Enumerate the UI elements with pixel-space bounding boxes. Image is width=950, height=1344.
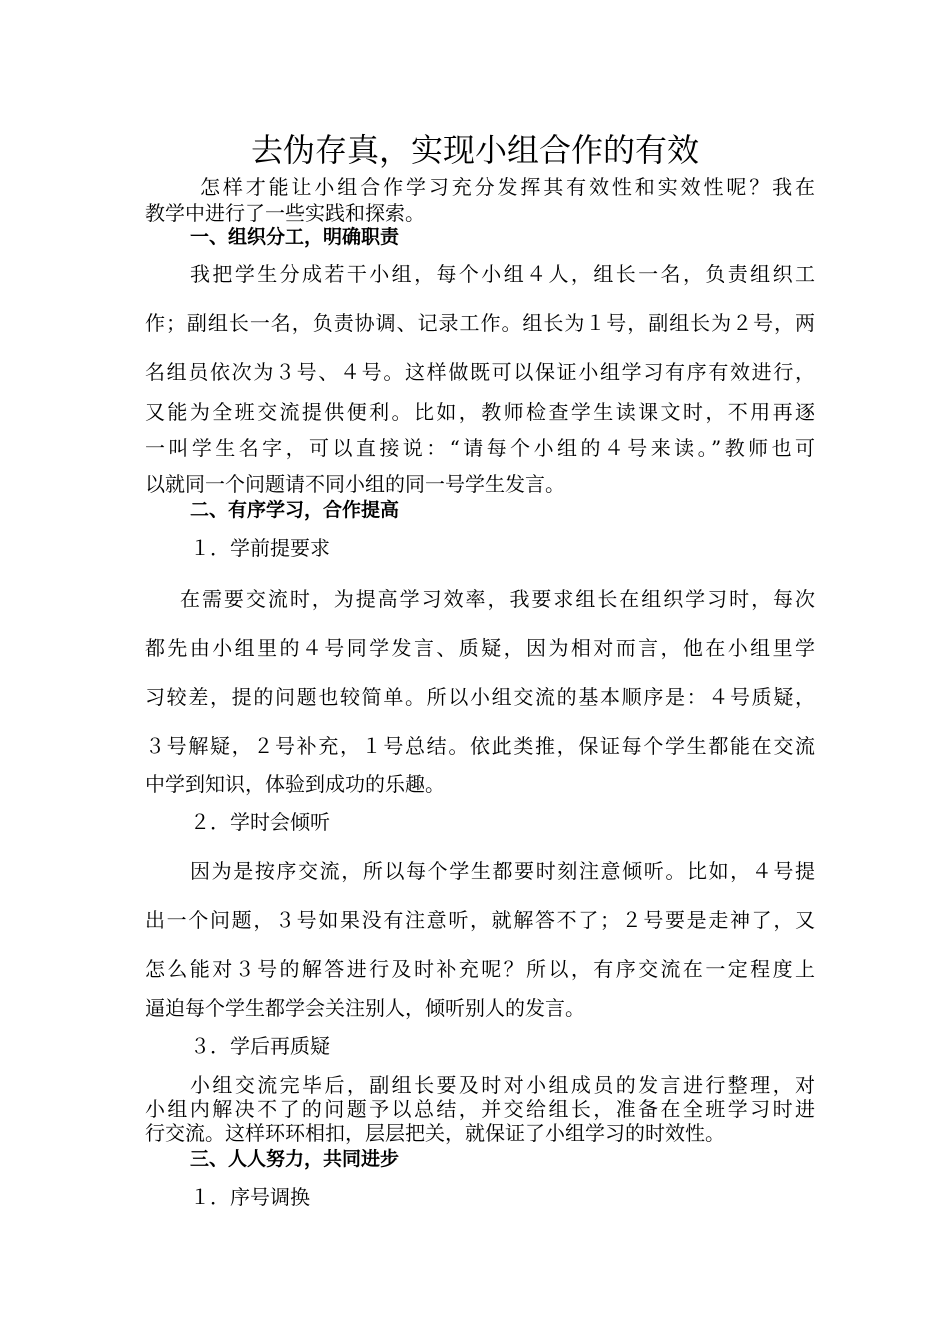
intro-line-2: 教学中进行了一些实践和探索。 (145, 201, 425, 225)
section-2-sub-2-line-2: 出一个问题，３号如果没有注意听，就解答不了；２号要是走神了，又 (145, 908, 815, 932)
section-2-sub-3-line-3: 行交流。这样环环相扣，层层把关，就保证了小组学习的时效性。 (145, 1121, 725, 1145)
section-3-sub-1-heading: １．序号调换 (190, 1185, 310, 1209)
section-1-line-6: 以就同一个问题请不同小组的同一号学生发言。 (145, 472, 565, 496)
section-1-line-3: 名组员依次为３号、４号。这样做既可以保证小组学习有序有效进行， (145, 360, 815, 384)
section-2-sub-1-line-5: 中学到知识，体验到成功的乐趣。 (145, 772, 445, 796)
section-2-sub-1-line-2: 都先由小组里的４号同学发言、质疑，因为相对而言，他在小组里学 (145, 636, 815, 660)
section-1-line-2: 作；副组长一名，负责协调、记录工作。组长为１号，副组长为２号，两 (145, 311, 815, 335)
section-2-sub-3-line-1: 小组交流完毕后，副组长要及时对小组成员的发言进行整理，对 (190, 1073, 815, 1097)
section-3-heading: 三、人人努力，共同进步 (190, 1148, 400, 1170)
section-2-sub-2-line-4: 逼迫每个学生都学会关注别人，倾听别人的发言。 (145, 996, 585, 1020)
section-2-sub-1-line-1: 在需要交流时，为提高学习效率，我要求组长在组织学习时，每次 (180, 587, 815, 611)
section-2-sub-1-line-3: 习较差，提的问题也较简单。所以小组交流的基本顺序是：４号质疑， (145, 685, 815, 709)
section-2-sub-2-line-1: 因为是按序交流，所以每个学生都要时刻注意倾听。比如，４号提 (190, 859, 815, 883)
section-2-sub-2-heading: ２．学时会倾听 (190, 810, 330, 834)
document-title: 去伪存真，实现小组合作的有效 (250, 131, 699, 169)
section-1-line-1: 我把学生分成若干小组，每个小组４人，组长一名，负责组织工 (190, 262, 815, 286)
section-1-heading: 一、组织分工，明确职责 (190, 226, 400, 248)
section-2-sub-1-line-4: ３号解疑，２号补充，１号总结。依此类推，保证每个学生都能在交流 (145, 734, 815, 758)
section-2-sub-2-line-3: 怎么能对３号的解答进行及时补充呢？所以，有序交流在一定程度上 (145, 957, 815, 981)
section-2-sub-1-heading: １．学前提要求 (190, 536, 330, 560)
section-2-sub-3-heading: ３．学后再质疑 (190, 1034, 330, 1058)
intro-line-1: 怎样才能让小组合作学习充分发挥其有效性和实效性呢？我在 (200, 175, 815, 199)
section-2-sub-3-line-2: 小组内解决不了的问题予以总结，并交给组长，准备在全班学习时进 (145, 1097, 815, 1121)
section-1-line-5: 一叫学生名字，可以直接说：“请每个小组的４号来读。”教师也可 (145, 436, 815, 460)
section-2-heading: 二、有序学习，合作提高 (190, 499, 400, 521)
section-1-line-4: 又能为全班交流提供便利。比如，教师检查学生读课文时，不用再逐 (145, 400, 815, 424)
